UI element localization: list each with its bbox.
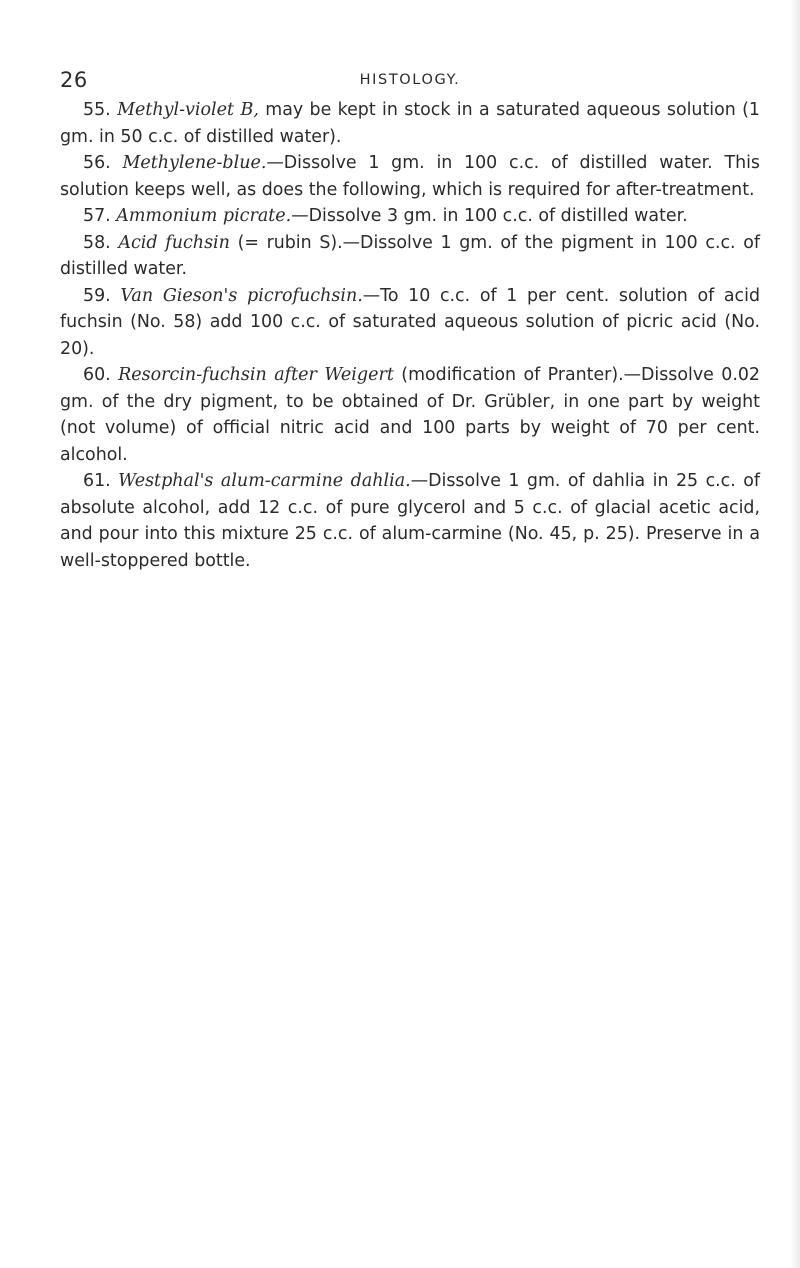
paragraph-56	[60, 150, 760, 203]
paragraph-text: may be kept in stock in a saturated aqueous solution (1 gm. in 50 c.c. of distilled water).	[60, 100, 760, 147]
reagent-name: Van Gieson's picrofuchsin.	[120, 285, 363, 306]
paragraph-55	[60, 97, 760, 150]
paragraph-text: —Dissolve 1 gm. of dahlia in 25 c.c. of absolute alcohol, add 12 c.c. of pure glycerol and 5 c.c. of glacial acetic acid, and pour into this mixture 25 c.c. of alum-carmine (No. 45, p. 25). Preserve in a well-stoppered bottle.	[60, 471, 760, 571]
running-head: HISTOLOGY.	[359, 72, 461, 88]
paragraph-text: (= rubin S).—Dissolve 1 gm. of the pigment in 100 c.c. of distilled water.	[60, 232, 760, 279]
page-body	[60, 97, 760, 574]
reagent-name: Methylene-blue.	[122, 153, 267, 173]
page-number: 26	[60, 68, 88, 92]
reagent-name: Methyl-violet B,	[117, 100, 259, 120]
page-header	[60, 68, 760, 96]
paragraph-number: 60.	[83, 365, 111, 385]
paragraph-number: 61.	[83, 471, 111, 491]
paragraph-number: 57.	[83, 206, 111, 226]
reagent-name: Westphal's alum-carmine dahlia.	[118, 471, 411, 491]
reagent-name: Acid fuchsin	[118, 232, 230, 253]
reagent-name: Resorcin-fuchsin after Weigert	[118, 365, 394, 385]
paragraph-text: —To 10 c.c. of 1 per cent. solution of acid fuchsin (No. 58) add 100 c.c. of saturated aqueous solution of picric acid (No. 20).	[60, 285, 760, 359]
paragraph-57	[60, 203, 760, 230]
paragraph-number: 56.	[83, 153, 111, 173]
paragraph-61	[60, 468, 760, 574]
paragraph-number: 58.	[83, 232, 111, 253]
paragraph-text: —Dissolve 1 gm. in 100 c.c. of distilled water. This solution keeps well, as does the following, which is required for after-treatment.	[60, 153, 760, 200]
paragraph-text: —Dissolve 3 gm. in 100 c.c. of distilled water.	[291, 206, 688, 226]
page-edge-shadow	[790, 0, 800, 1268]
paragraph-60	[60, 362, 760, 468]
paragraph-number: 55.	[83, 100, 111, 120]
paragraph-number: 59.	[83, 285, 111, 306]
paragraph-text: (modification of Pranter).—Dissolve 0.02 gm. of the dry pigment, to be obtained of Dr. Grübler, in one part by weight (not volume) of official nitric acid and 100 parts by weight of 70 per cent. alcohol.	[60, 365, 760, 465]
reagent-name: Ammonium picrate.	[116, 206, 292, 226]
paragraph-59	[60, 283, 760, 363]
paragraph-58	[60, 230, 760, 283]
